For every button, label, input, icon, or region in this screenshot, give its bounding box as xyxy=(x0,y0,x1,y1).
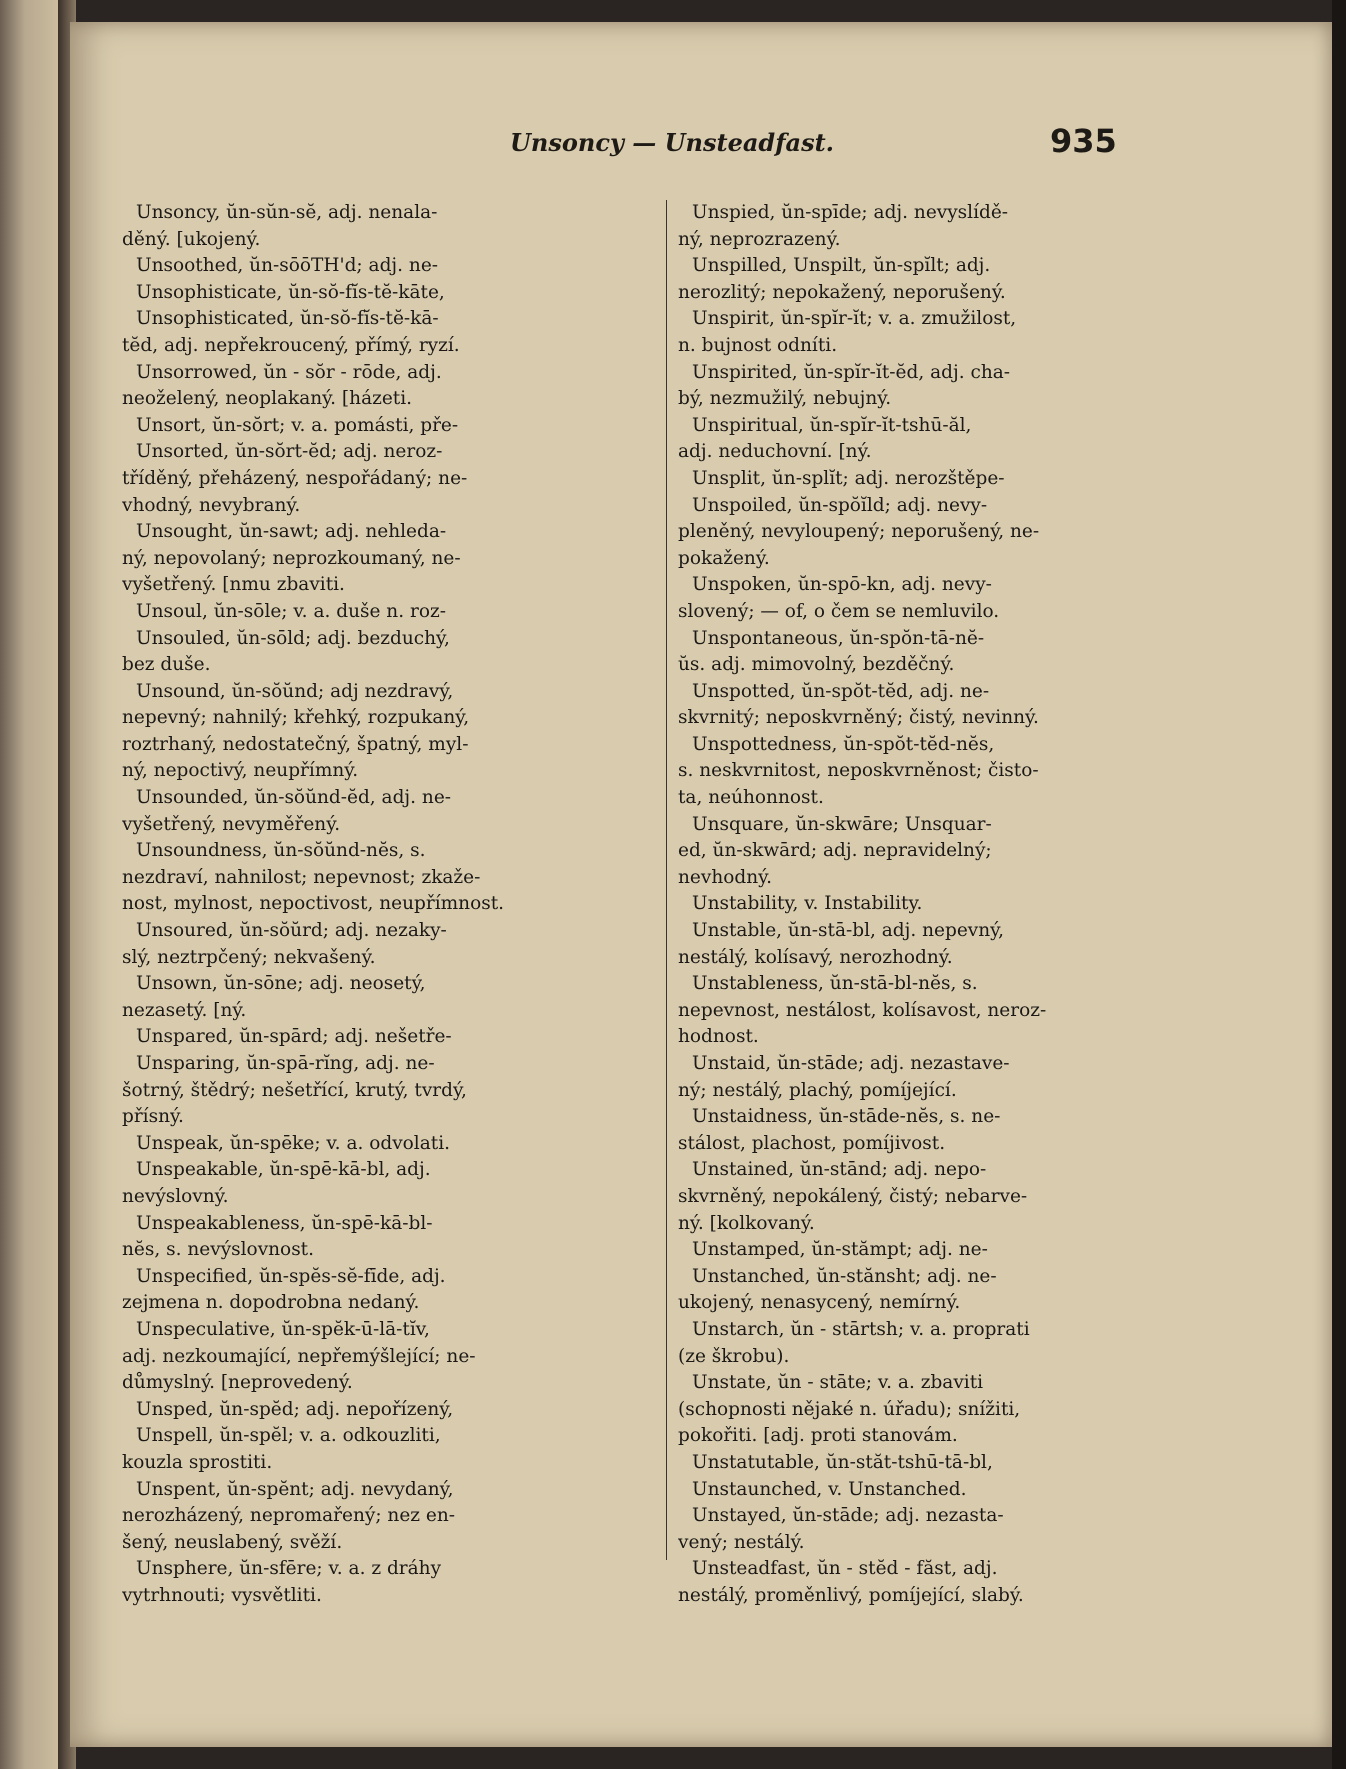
dictionary-line: nezasetý. [ný. xyxy=(122,999,247,1021)
facing-page-edge xyxy=(0,0,62,1769)
dictionary-line: Unspeculative, ŭn-spĕk-ū-lā-tĭv, xyxy=(136,1318,430,1340)
dictionary-line: pokažený. xyxy=(678,547,770,569)
dictionary-line: adj. nezkoumající, nepřemýšlející; ne- xyxy=(122,1345,476,1367)
dictionary-line: Unsophisticate, ŭn-sŏ-fĭs-tĕ-kāte, xyxy=(136,281,445,303)
dictionary-line: ed, ŭn-skwārd; adj. nepravidelný; xyxy=(678,840,992,862)
dictionary-line: bý, nezmužilý, nebujný. xyxy=(678,388,892,410)
dictionary-line: Unspecified, ŭn-spĕs-sĕ-fīde, adj. xyxy=(136,1265,446,1287)
dictionary-line: nestálý, kolísavý, nerozhodný. xyxy=(678,946,953,968)
dictionary-line: Unstableness, ŭn-stā-bl-nĕs, s. xyxy=(692,973,978,995)
dictionary-line: důmyslný. [neprovedený. xyxy=(122,1372,353,1394)
dictionary-line: Unspeakableness, ŭn-spē-kā-bl- xyxy=(136,1212,433,1234)
dictionary-line: Unspotted, ŭn-spŏt-tĕd, adj. ne- xyxy=(692,680,990,702)
dictionary-line: Unsort, ŭn-sŏrt; v. a. pomásti, pře- xyxy=(136,414,459,436)
dictionary-line: vytrhnouti; vysvětliti. xyxy=(122,1584,322,1606)
right-column xyxy=(678,200,1218,1609)
dictionary-line: ný, neprozrazený. xyxy=(678,228,841,250)
dictionary-line: Unsphere, ŭn-sfēre; v. a. z dráhy xyxy=(136,1558,442,1580)
dictionary-line: neoželený, neoplakaný. [házeti. xyxy=(122,388,413,410)
dictionary-line: vyšetřený. [nmu zbaviti. xyxy=(122,574,345,596)
dictionary-line: n. bujnost odníti. xyxy=(678,334,838,356)
dictionary-line: (schopnosti nějaké n. úřadu); snížiti, xyxy=(678,1398,1021,1420)
dictionary-line: nezdraví, nahnilost; nepevnost; zkaže- xyxy=(122,866,481,888)
dictionary-line: Unspent, ŭn-spĕnt; adj. nevydaný, xyxy=(136,1478,454,1500)
dictionary-line: bez duše. xyxy=(122,654,211,676)
dictionary-line: nevýslovný. xyxy=(122,1185,229,1207)
dictionary-line: nepevnost, nestálost, kolísavost, neroz- xyxy=(678,999,1047,1021)
dictionary-line: Unsouled, ŭn-sōld; adj. bezduchý, xyxy=(136,627,450,649)
dictionary-line: vyšetřený, nevyměřený. xyxy=(122,813,341,835)
dictionary-line: Unsophisticated, ŭn-sŏ-fĭs-tĕ-kā- xyxy=(136,308,439,330)
dictionary-line: ukojený, nenasycený, nemírný. xyxy=(678,1292,961,1314)
dictionary-line: Unstaidness, ŭn-stāde-nĕs, s. ne- xyxy=(692,1106,1001,1128)
dictionary-line: tĕd, adj. nepřekroucený, přímý, ryzí. xyxy=(122,334,460,356)
dictionary-line: zejmena n. dopodrobna nedaný. xyxy=(122,1292,420,1314)
dictionary-line: Unsoul, ŭn-sōle; v. a. duše n. roz- xyxy=(136,600,446,622)
dictionary-line: Unstarch, ŭn - stārtsh; v. a. proprati xyxy=(692,1318,1030,1340)
dictionary-line: Unsoothed, ŭn-sōōTH'd; adj. ne- xyxy=(136,255,439,277)
dictionary-line: ný, nepoctivý, neupřímný. xyxy=(122,760,359,782)
dictionary-line: Unsought, ŭn-sawt; adj. nehleda- xyxy=(136,521,447,543)
dictionary-line: skvrněný, nepokálený, čistý; nebarve- xyxy=(678,1185,1028,1207)
dictionary-line: Unsorrowed, ŭn - sŏr - rōde, adj. xyxy=(136,361,442,383)
dictionary-line: skvrnitý; neposkvrněný; čistý, nevinný. xyxy=(678,707,1039,729)
dictionary-line: nevhodný. xyxy=(678,866,772,888)
dictionary-line: Unspoken, ŭn-spō-kn, adj. nevy- xyxy=(692,574,992,596)
dictionary-line: Unstayed, ŭn-stāde; adj. nezasta- xyxy=(692,1505,1004,1527)
page-edge-shadow xyxy=(1332,0,1346,1769)
dictionary-line: šený, neuslabený, svěží. xyxy=(122,1531,343,1553)
dictionary-line: pleněný, nevyloupený; neporušený, ne- xyxy=(678,521,1040,543)
dictionary-line: přísný. xyxy=(122,1106,184,1128)
dictionary-line: děný. [ukojený. xyxy=(122,228,261,250)
dictionary-line: Unsquare, ŭn-skwāre; Unsquar- xyxy=(692,813,992,835)
dictionary-line: pokořiti. [adj. proti stanovám. xyxy=(678,1425,958,1447)
dictionary-line: slovený; — of, o čem se nemluvilo. xyxy=(678,600,1000,622)
dictionary-line: nĕs, s. nevýslovnost. xyxy=(122,1239,315,1261)
dictionary-line: Unspell, ŭn-spĕl; v. a. odkouzliti, xyxy=(136,1425,441,1447)
dictionary-line: Unstanched, ŭn-stănsht; adj. ne- xyxy=(692,1265,997,1287)
dictionary-line: ŭs. adj. mimovolný, bezděčný. xyxy=(678,654,955,676)
dictionary-line: tříděný, přeházený, nespořádaný; ne- xyxy=(122,467,468,489)
dictionary-line: Unstatutable, ŭn-stăt-tshū-tā-bl, xyxy=(692,1451,993,1473)
dictionary-line: Unstability, v. Instability. xyxy=(692,893,923,915)
dictionary-line: Unspared, ŭn-spārd; adj. nešetře- xyxy=(136,1026,452,1048)
dictionary-line: Unsoncy, ŭn-sŭn-sĕ, adj. nenala- xyxy=(136,202,438,223)
dictionary-line: Unstaid, ŭn-stāde; adj. nezastave- xyxy=(692,1053,1010,1074)
dictionary-line: Unstained, ŭn-stānd; adj. nepo- xyxy=(692,1159,987,1181)
dictionary-line: Unspontaneous, ŭn-spŏn-tā-nĕ- xyxy=(692,627,985,649)
dictionary-line: Unsound, ŭn-sŏŭnd; adj nezdravý, xyxy=(136,680,454,702)
dictionary-line: Unspirit, ŭn-spĭr-ĭt; v. a. zmužilost, xyxy=(692,308,1017,330)
dictionary-line: Unsplit, ŭn-splĭt; adj. nerozštěpe- xyxy=(692,467,1005,489)
dictionary-line: s. neskvrnitost, neposkvrněnost; čisto- xyxy=(678,760,1039,782)
dictionary-line: Unspirited, ŭn-spĭr-ĭt-ĕd, adj. cha- xyxy=(692,361,1011,383)
column-divider xyxy=(666,200,667,1560)
dictionary-line: Unspottedness, ŭn-spŏt-tĕd-nĕs, xyxy=(692,733,995,755)
dictionary-line: kouzla sprostiti. xyxy=(122,1451,273,1473)
dictionary-line: ný. [kolkovaný. xyxy=(678,1212,815,1234)
dictionary-line: Unsown, ŭn-sōne; adj. neosetý, xyxy=(136,973,426,995)
dictionary-line: vhodný, nevybraný. xyxy=(122,494,301,516)
dictionary-line: (ze škrobu). xyxy=(678,1345,790,1367)
dictionary-line: adj. neduchovní. [ný. xyxy=(678,441,872,463)
dictionary-line: nepevný; nahnilý; křehký, rozpukaný, xyxy=(122,707,470,729)
dictionary-line: Unsoundness, ŭn-sŏŭnd-nĕs, s. xyxy=(136,840,426,862)
dictionary-line: slý, neztrpčený; nekvašený. xyxy=(122,946,376,968)
dictionary-line: Unstamped, ŭn-stămpt; adj. ne- xyxy=(692,1239,988,1261)
dictionary-line: Unsteadfast, ŭn - stĕd - făst, adj. xyxy=(692,1558,998,1580)
dictionary-line: Unstate, ŭn - stāte; v. a. zbaviti xyxy=(692,1372,984,1394)
dictionary-line: šotrný, štědrý; nešetřící, krutý, tvrdý, xyxy=(122,1079,467,1101)
dictionary-line: Unstable, ŭn-stā-bl, adj. nepevný, xyxy=(692,920,1005,942)
dictionary-line: nost, mylnost, nepoctivost, neupřímnost. xyxy=(122,893,505,915)
dictionary-line: stálost, plachost, pomíjivost. xyxy=(678,1132,946,1154)
dictionary-line: vený; nestálý. xyxy=(678,1531,805,1553)
dictionary-line: Unsounded, ŭn-sŏŭnd-ĕd, adj. ne- xyxy=(136,787,452,809)
dictionary-line: ný, nepovolaný; neprozkoumaný, ne- xyxy=(122,547,461,569)
page-header xyxy=(70,122,1332,162)
dictionary-line: Unspeak, ŭn-spēke; v. a. odvolati. xyxy=(136,1132,450,1154)
dictionary-line: Unspoiled, ŭn-spŏĭld; adj. nevy- xyxy=(692,494,988,516)
dictionary-line: roztrhaný, nedostatečný, špatný, myl- xyxy=(122,733,469,755)
left-column xyxy=(122,200,662,1609)
dictionary-line: Unsped, ŭn-spĕd; adj. nepořízený, xyxy=(136,1398,454,1420)
dictionary-line: hodnost. xyxy=(678,1026,759,1048)
page-number: 935 xyxy=(1050,122,1117,160)
dictionary-line: ný; nestálý, plachý, pomíjející. xyxy=(678,1079,957,1101)
dictionary-line: nerozházený, nepromařený; nez en- xyxy=(122,1505,456,1527)
running-head: Unsoncy — Unsteadfast. xyxy=(510,128,835,157)
dictionary-line: Unspiritual, ŭn-spĭr-ĭt-tshū-ăl, xyxy=(692,414,972,436)
dictionary-line: Unstaunched, v. Unstanched. xyxy=(692,1478,967,1500)
dictionary-line: nestálý, proměnlivý, pomíjející, slabý. xyxy=(678,1584,1024,1606)
dictionary-line: nerozlitý; nepokažený, neporušený. xyxy=(678,281,1006,303)
dictionary-page xyxy=(70,22,1332,1747)
dictionary-line: Unspilled, Unspilt, ŭn-spĭlt; adj. xyxy=(692,255,991,277)
dictionary-line: ta, neúhonnost. xyxy=(678,787,824,809)
dictionary-line: Unspeakable, ŭn-spē-kā-bl, adj. xyxy=(136,1159,431,1181)
dictionary-line: Unsorted, ŭn-sŏrt-ĕd; adj. neroz- xyxy=(136,441,443,463)
dictionary-line: Unsoured, ŭn-sŏŭrd; adj. nezaky- xyxy=(136,920,447,942)
dictionary-line: Unsparing, ŭn-spā-rĭng, adj. ne- xyxy=(136,1053,435,1074)
dictionary-line: Unspied, ŭn-spīde; adj. nevyslídě- xyxy=(692,202,1009,223)
